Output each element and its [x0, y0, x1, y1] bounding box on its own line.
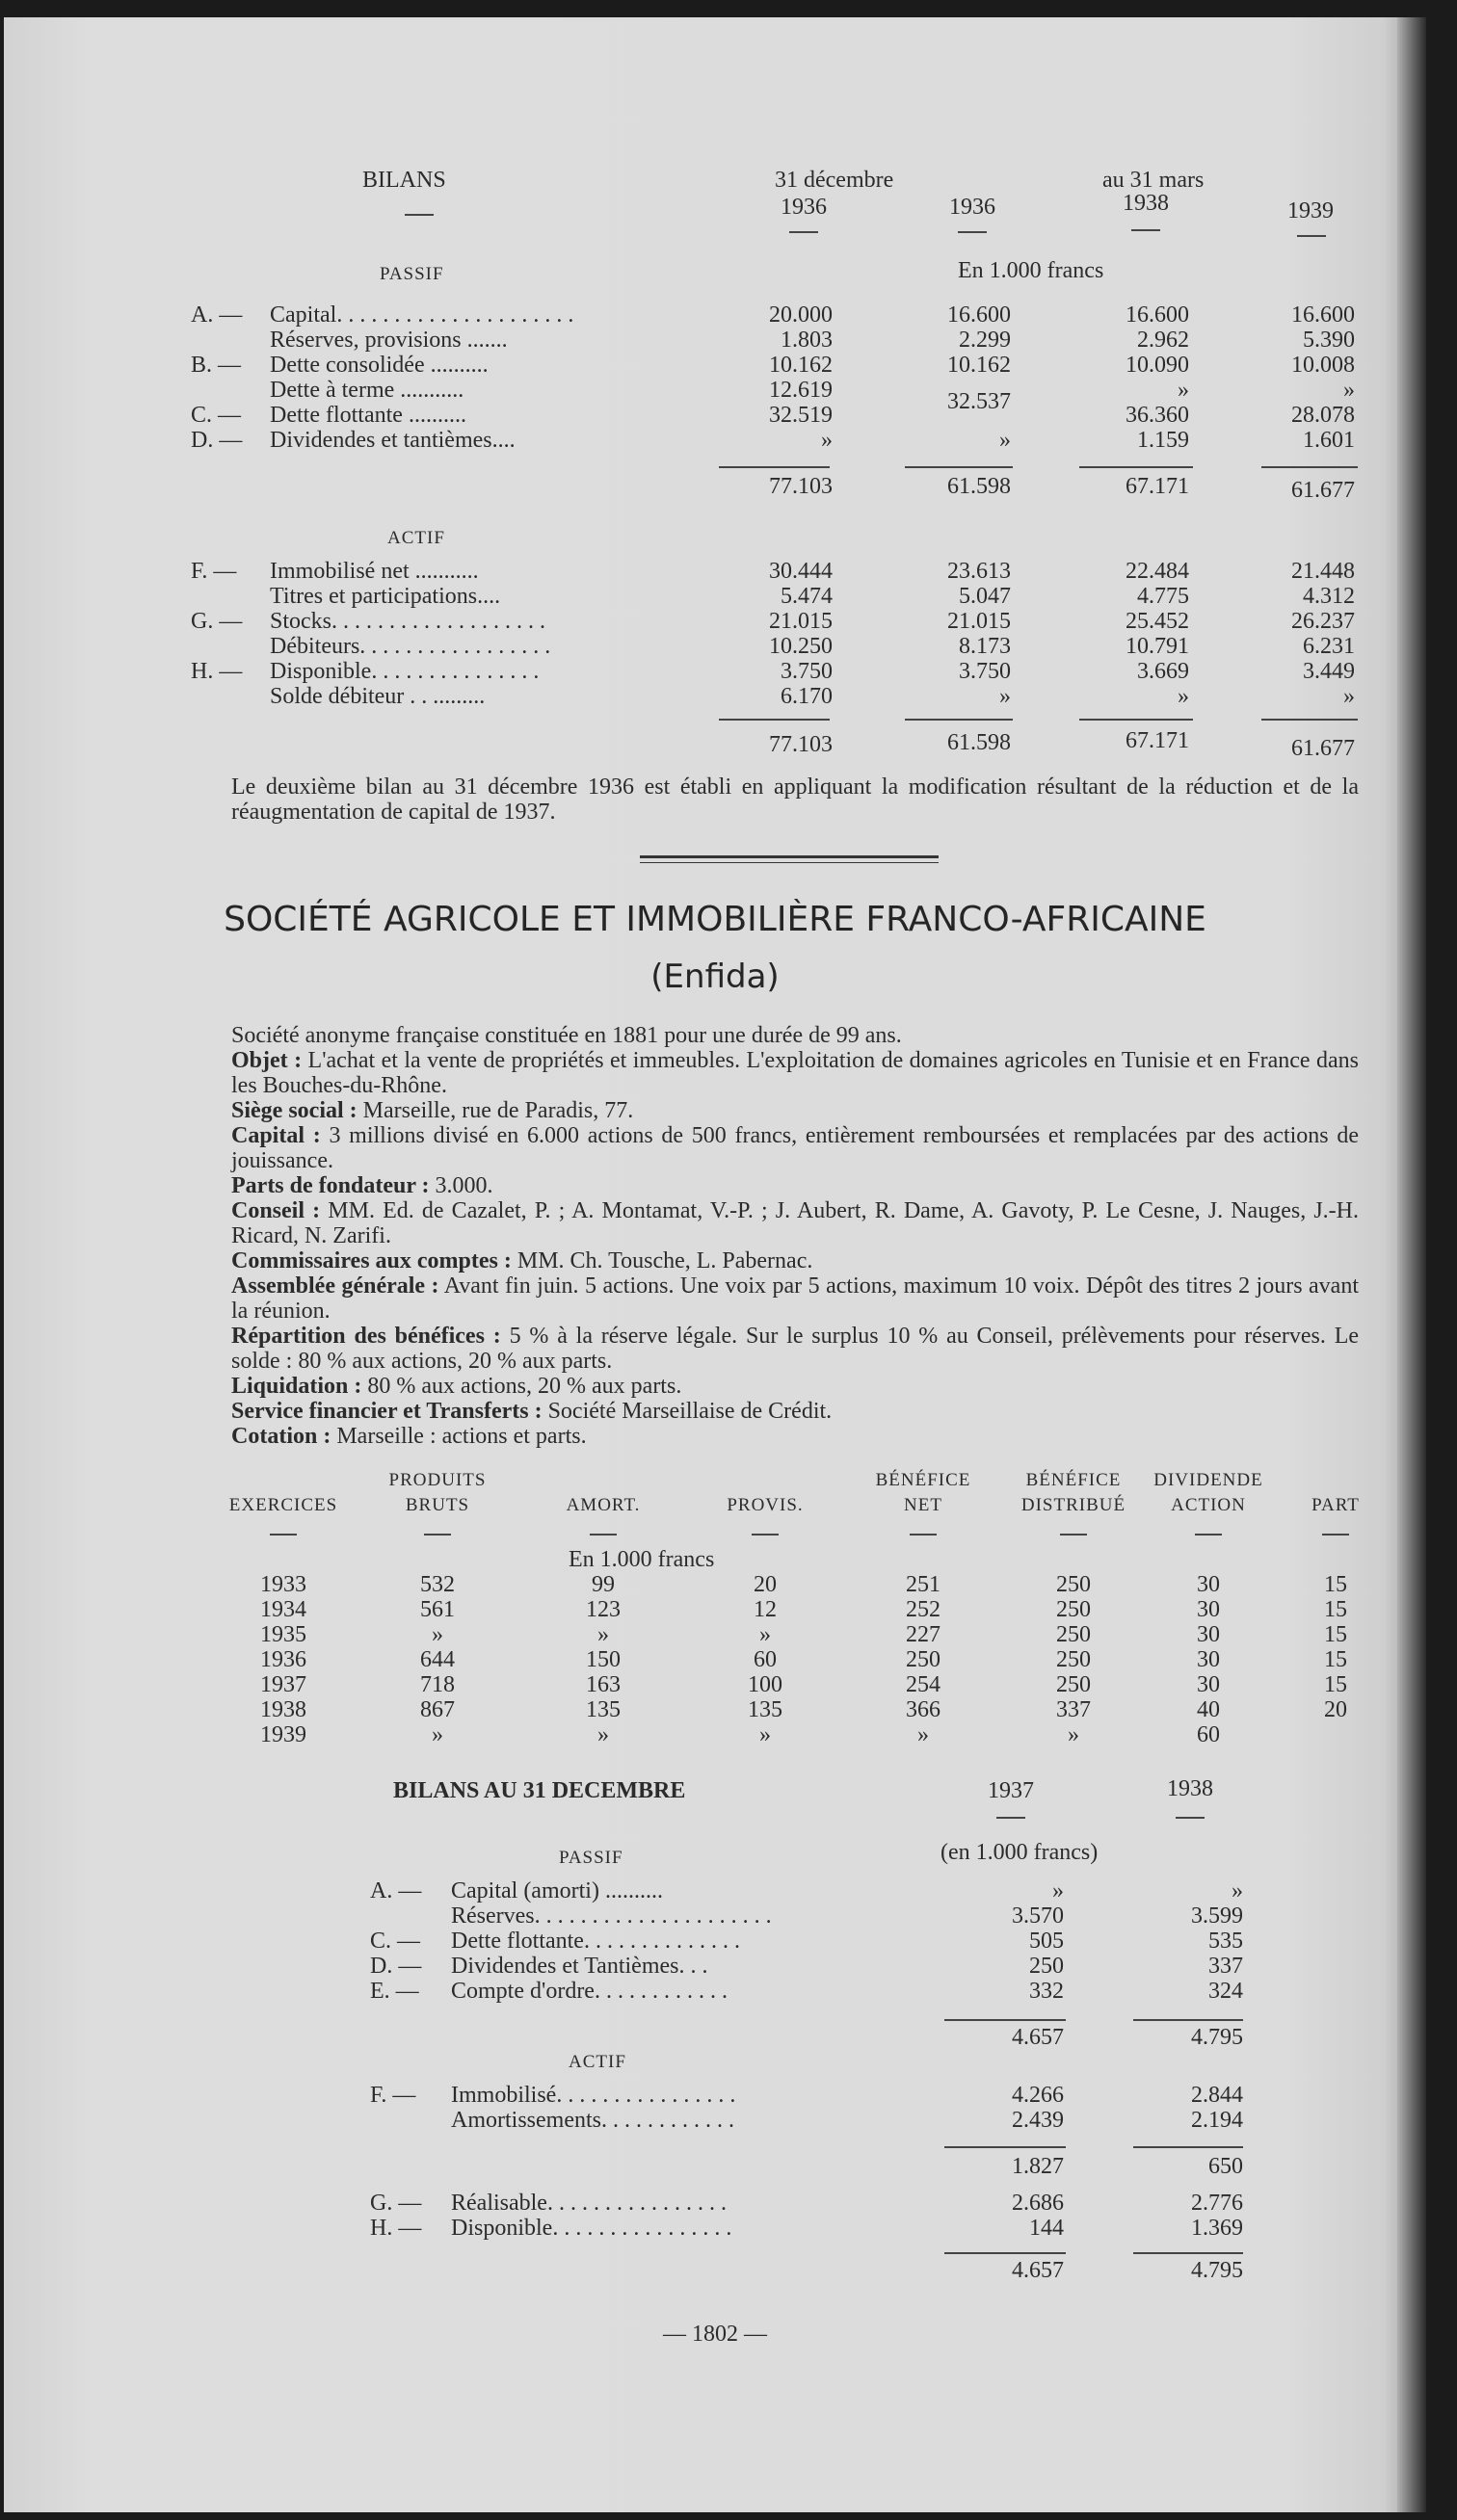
row-label: Dette flottante .......... — [270, 403, 466, 428]
field-text: Avant fin juin. 5 actions. Une voix par 5 actions, maximum 10 voix. Dépôt des titres 2 jours avant la réunion. — [231, 1273, 1359, 1324]
table-cell: 366 — [906, 1697, 940, 1722]
bilans1-note: Le deuxième bilan au 31 décembre 1936 est établi en appliquant la modification résultant de la réduction et de la réaugmentation de capital de 1937. — [231, 774, 1359, 825]
field-label: Siège social : — [231, 1098, 358, 1123]
company-field — [231, 1424, 1359, 1449]
row-value: 2.962 — [1137, 328, 1189, 353]
company-field — [231, 1123, 1359, 1173]
row-value: 8.173 — [959, 634, 1011, 659]
row-value: 5.474 — [781, 584, 833, 609]
row-label: Dette à terme ........... — [270, 378, 464, 403]
row-value: 10.008 — [1291, 353, 1355, 378]
row-label: Compte d'ordre. . . . . . . . . . . . — [451, 1979, 728, 2004]
dash — [789, 231, 818, 233]
row-label: Stocks. . . . . . . . . . . . . . . . . . . — [270, 609, 546, 634]
table-cell: 150 — [586, 1647, 621, 1672]
total-passif: 4.795 — [1191, 2025, 1243, 2050]
field-label: Service financier et Transferts : — [231, 1399, 543, 1424]
unit-label-3: (en 1.000 francs) — [940, 1840, 1099, 1865]
row-value: 2.686 — [1012, 2191, 1064, 2216]
year-cell: 1935 — [260, 1622, 306, 1647]
row-value: 2.299 — [959, 328, 1011, 353]
row-label: Disponible. . . . . . . . . . . . . . . . — [451, 2216, 732, 2241]
table-cell: 644 — [420, 1647, 455, 1672]
dash — [405, 214, 434, 216]
row-value: 5.047 — [959, 584, 1011, 609]
row-code: A. — — [370, 1878, 422, 1903]
field-label: Liquidation : — [231, 1374, 362, 1399]
row-value: 16.600 — [1291, 302, 1355, 328]
row-label: Disponible. . . . . . . . . . . . . . . — [270, 659, 540, 684]
table-cell: 135 — [586, 1697, 621, 1722]
row-label: Immobilisé. . . . . . . . . . . . . . . . — [451, 2083, 736, 2108]
row-code: G. — — [191, 609, 243, 634]
table-cell: 30 — [1197, 1622, 1220, 1647]
field-text: Société Marseillaise de Crédit. — [542, 1399, 833, 1424]
row-label: Débiteurs. . . . . . . . . . . . . . . . . — [270, 634, 551, 659]
table-cell: 15 — [1324, 1647, 1347, 1672]
row-value: 144 — [1029, 2216, 1064, 2241]
row-value: 3.750 — [781, 659, 833, 684]
row-code: A. — — [191, 302, 243, 328]
table-cell: 250 — [1056, 1597, 1091, 1622]
row-value: » — [1343, 684, 1355, 709]
field-text: 80 % aux actions, 20 % aux parts. — [361, 1374, 682, 1399]
col-header-group-dec: 31 décembre — [775, 168, 894, 193]
row-value: 36.360 — [1126, 403, 1189, 428]
company-title: SOCIÉTÉ AGRICOLE ET IMMOBILIÈRE FRANCO-AFRICAINE — [224, 900, 1206, 939]
total-actif: 4.657 — [1012, 2258, 1064, 2283]
total-actif: 4.795 — [1191, 2258, 1243, 2283]
row-value: 1.159 — [1137, 428, 1189, 453]
table-cell: 20 — [1324, 1697, 1347, 1722]
table-cell: 250 — [1056, 1572, 1091, 1597]
field-text: Marseille : actions et parts. — [331, 1424, 587, 1449]
dash — [752, 1534, 779, 1536]
dash — [996, 1817, 1025, 1819]
field-text: Marseille, rue de Paradis, 77. — [357, 1098, 634, 1123]
dash — [424, 1534, 451, 1536]
row-value: 332 — [1029, 1979, 1064, 2004]
total-rule — [719, 719, 830, 721]
table-cell: 30 — [1197, 1672, 1220, 1697]
row-value: 1.601 — [1303, 428, 1355, 453]
total-rule — [944, 2252, 1066, 2254]
table-cell: 135 — [748, 1697, 782, 1722]
field-text: 3.000. — [429, 1173, 493, 1198]
row-value: 20.000 — [769, 302, 833, 328]
field-text: 5 % à la réserve légale. Sur le surplus 10 % au Conseil, prélèvements pour réserves. Le solde : 80 % aux actions, 20 % aux parts. — [231, 1324, 1360, 1374]
total-passif: 61.598 — [947, 474, 1011, 499]
row-value-merged: 32.537 — [947, 389, 1011, 414]
row-label: Réalisable. . . . . . . . . . . . . . . . — [451, 2191, 727, 2216]
row-value: 535 — [1208, 1929, 1243, 1954]
row-value: 23.613 — [947, 559, 1011, 584]
table-cell: 30 — [1197, 1597, 1220, 1622]
row-value: » — [821, 428, 833, 453]
col-header-top: BÉNÉFICE — [1025, 1470, 1122, 1490]
net-immobilise: 650 — [1208, 2154, 1243, 2179]
table-cell: 12 — [754, 1597, 777, 1622]
row-code: F. — — [191, 559, 237, 584]
col-header: NET — [904, 1495, 942, 1515]
row-value: 2.194 — [1191, 2108, 1243, 2133]
total-rule — [1079, 719, 1193, 721]
table-cell: 15 — [1324, 1672, 1347, 1697]
row-label: Dividendes et tantièmes.... — [270, 428, 516, 453]
row-value: 250 — [1029, 1954, 1064, 1979]
dash — [1297, 235, 1326, 237]
table-cell: » — [432, 1722, 443, 1747]
row-label: Dette flottante. . . . . . . . . . . . . . — [451, 1929, 740, 1954]
row-value: 3.599 — [1191, 1903, 1243, 1929]
row-value: 21.015 — [947, 609, 1011, 634]
table-cell: 100 — [748, 1672, 782, 1697]
dash — [958, 231, 987, 233]
row-value: 32.519 — [769, 403, 833, 428]
table-cell: 867 — [420, 1697, 455, 1722]
field-label: Assemblée générale : — [231, 1273, 439, 1299]
row-value: 26.237 — [1291, 609, 1355, 634]
total-passif: 61.677 — [1291, 478, 1355, 503]
year-cell: 1938 — [260, 1697, 306, 1722]
row-value: 12.619 — [769, 378, 833, 403]
row-label: Dette consolidée .......... — [270, 353, 489, 378]
table-cell: » — [432, 1622, 443, 1647]
row-value: 16.600 — [947, 302, 1011, 328]
passif-label-2: PASSIF — [559, 1848, 623, 1868]
table-cell: 15 — [1324, 1622, 1347, 1647]
table-cell: 60 — [1197, 1722, 1220, 1747]
row-code: C. — — [191, 403, 242, 428]
table-cell: 99 — [592, 1572, 615, 1597]
row-value: 3.570 — [1012, 1903, 1064, 1929]
table-cell: 60 — [754, 1647, 777, 1672]
row-label: Titres et participations.... — [270, 584, 501, 609]
row-value: » — [1178, 378, 1189, 403]
table-cell: » — [759, 1622, 771, 1647]
row-label: Réserves. . . . . . . . . . . . . . . . . . . . . — [451, 1903, 772, 1929]
table-cell: 250 — [1056, 1647, 1091, 1672]
field-text: MM. Ch. Tousche, L. Pabernac. — [511, 1248, 813, 1273]
row-code: C. — — [370, 1929, 421, 1954]
field-label: Commissaires aux comptes : — [231, 1248, 512, 1273]
row-value: 4.266 — [1012, 2083, 1064, 2108]
company-field — [231, 1173, 1359, 1198]
table-cell: » — [759, 1722, 771, 1747]
dash — [590, 1534, 617, 1536]
dash — [1195, 1534, 1222, 1536]
total-rule — [1261, 719, 1358, 721]
page-number: — 1802 — — [663, 2322, 767, 2347]
total-rule — [1261, 466, 1358, 468]
row-value: 1.803 — [781, 328, 833, 353]
row-value: » — [999, 428, 1011, 453]
total-rule — [944, 2019, 1066, 2021]
dash — [270, 1534, 297, 1536]
total-rule — [1133, 2019, 1243, 2021]
table-cell: 250 — [1056, 1622, 1091, 1647]
table-cell: 251 — [906, 1572, 940, 1597]
row-value: 337 — [1208, 1954, 1243, 1979]
field-label: Parts de fondateur : — [231, 1173, 430, 1198]
row-label: Réserves, provisions ....... — [270, 328, 508, 353]
section-divider — [640, 862, 939, 863]
table-cell: 15 — [1324, 1572, 1347, 1597]
table-cell: 337 — [1056, 1697, 1091, 1722]
row-value: 3.669 — [1137, 659, 1189, 684]
company-description — [231, 1023, 1359, 1449]
row-value: 2.844 — [1191, 2083, 1243, 2108]
col-year: 1936 — [949, 195, 995, 220]
col-header: PART — [1311, 1495, 1360, 1515]
row-value: 21.448 — [1291, 559, 1355, 584]
field-label: Objet : — [231, 1048, 303, 1073]
row-value: » — [1232, 1878, 1243, 1903]
field-text: 3 millions divisé en 6.000 actions de 500 francs, entièrement remboursées et remplacées par des actions de jouissance. — [231, 1123, 1360, 1173]
row-value: 4.312 — [1303, 584, 1355, 609]
total-rule — [1133, 2252, 1243, 2254]
row-value: 4.775 — [1137, 584, 1189, 609]
unit-label-2: En 1.000 francs — [569, 1547, 715, 1572]
unit-label-1: En 1.000 francs — [958, 258, 1104, 283]
row-code: D. — — [370, 1954, 422, 1979]
dash — [1322, 1534, 1349, 1536]
total-actif: 61.677 — [1291, 736, 1355, 761]
row-code: D. — — [191, 428, 243, 453]
actif-label-2: ACTIF — [569, 2052, 626, 2072]
total-rule — [944, 2146, 1066, 2148]
year-cell: 1939 — [260, 1722, 306, 1747]
row-value: 505 — [1029, 1929, 1064, 1954]
total-rule — [1133, 2146, 1243, 2148]
col-header: BRUTS — [405, 1495, 470, 1515]
row-code: G. — — [370, 2191, 422, 2216]
year-cell: 1933 — [260, 1572, 306, 1597]
col-header: AMORT. — [566, 1495, 641, 1515]
row-value: 5.390 — [1303, 328, 1355, 353]
year-cell: 1934 — [260, 1597, 306, 1622]
company-field — [231, 1198, 1359, 1248]
dash — [1060, 1534, 1087, 1536]
row-code: E. — — [370, 1979, 419, 2004]
intro-line: Société anonyme française constituée en 1881 pour une durée de 99 ans. — [231, 1023, 902, 1048]
total-passif: 77.103 — [769, 474, 833, 499]
row-label: Capital (amorti) .......... — [451, 1878, 663, 1903]
total-actif: 67.171 — [1126, 728, 1189, 753]
row-value: 1.369 — [1191, 2216, 1243, 2241]
total-actif: 61.598 — [947, 730, 1011, 755]
dash — [1176, 1817, 1205, 1819]
total-rule — [1079, 466, 1193, 468]
dash — [910, 1534, 937, 1536]
actif-label-1: ACTIF — [387, 528, 445, 548]
row-value: 324 — [1208, 1979, 1243, 2004]
company-field — [231, 1273, 1359, 1324]
row-code: B. — — [191, 353, 242, 378]
net-immobilise: 1.827 — [1012, 2154, 1064, 2179]
col-year: 1936 — [781, 195, 827, 220]
bilans2-year: 1938 — [1167, 1776, 1213, 1801]
row-value: 10.791 — [1126, 634, 1189, 659]
total-rule — [905, 719, 1013, 721]
total-rule — [719, 466, 830, 468]
table-cell: 718 — [420, 1672, 455, 1697]
row-value: 22.484 — [1126, 559, 1189, 584]
row-value: 2.439 — [1012, 2108, 1064, 2133]
table-cell: 561 — [420, 1597, 455, 1622]
row-label: Dividendes et Tantièmes. . . — [451, 1954, 708, 1979]
company-subtitle: (Enfida) — [650, 958, 780, 996]
table-cell: 20 — [754, 1572, 777, 1597]
field-text: MM. Ed. de Cazalet, P. ; A. Montamat, V.-P. ; J. Aubert, R. Dame, A. Gavoty, P. Le Cesne, J. Nauges, J.-H. Ricard, N. Zarifi. — [231, 1198, 1359, 1248]
col-header: DISTRIBUÉ — [1020, 1495, 1126, 1515]
row-value: 3.449 — [1303, 659, 1355, 684]
col-year: 1939 — [1287, 198, 1334, 223]
row-value: 30.444 — [769, 559, 833, 584]
company-field — [231, 1374, 1359, 1399]
passif-label-1: PASSIF — [380, 264, 444, 284]
row-value: 25.452 — [1126, 609, 1189, 634]
row-label: Solde débiteur . . ......... — [270, 684, 486, 709]
row-value: 3.750 — [959, 659, 1011, 684]
total-actif: 77.103 — [769, 732, 833, 757]
col-header: EXERCICES — [228, 1495, 338, 1515]
table-cell: 40 — [1197, 1697, 1220, 1722]
company-fields — [231, 1048, 1359, 1449]
field-text: L'achat et la vente de propriétés et immeubles. L'exploitation de domaines agricoles en Tunisie et en France dans les Bouches-du-Rhône. — [231, 1048, 1359, 1098]
table-cell: » — [917, 1722, 929, 1747]
bilans2-title: BILANS AU 31 DECEMBRE — [393, 1778, 686, 1803]
table-cell: 227 — [906, 1622, 940, 1647]
table-cell: 15 — [1324, 1597, 1347, 1622]
row-value: » — [1052, 1878, 1064, 1903]
row-value: » — [1343, 378, 1355, 403]
row-value: 6.170 — [781, 684, 833, 709]
table-cell: 30 — [1197, 1572, 1220, 1597]
row-value: 10.162 — [947, 353, 1011, 378]
row-value: 6.231 — [1303, 634, 1355, 659]
row-value: » — [999, 684, 1011, 709]
company-field — [231, 1324, 1359, 1374]
row-value: 10.090 — [1126, 353, 1189, 378]
table-cell: » — [1068, 1722, 1079, 1747]
table-cell: 252 — [906, 1597, 940, 1622]
row-value: 10.250 — [769, 634, 833, 659]
bilans2-year: 1937 — [988, 1778, 1034, 1803]
table-cell: 123 — [586, 1597, 621, 1622]
table-cell: » — [597, 1722, 609, 1747]
row-label: Amortissements. . . . . . . . . . . . — [451, 2108, 734, 2133]
company-field — [231, 1098, 1359, 1123]
year-cell: 1937 — [260, 1672, 306, 1697]
col-header-top: DIVIDENDE — [1153, 1470, 1263, 1490]
page — [4, 17, 1426, 2512]
field-label: Conseil : — [231, 1198, 321, 1223]
section-divider — [640, 855, 939, 858]
row-code: H. — — [191, 659, 243, 684]
table-cell: 250 — [906, 1647, 940, 1672]
row-value: » — [1178, 684, 1189, 709]
row-code: H. — — [370, 2216, 422, 2241]
row-value: 10.162 — [769, 353, 833, 378]
col-header: ACTION — [1171, 1495, 1246, 1515]
total-passif: 67.171 — [1126, 474, 1189, 499]
row-value: 28.078 — [1291, 403, 1355, 428]
col-header-group-mar: au 31 mars — [1102, 168, 1205, 193]
page-edge-shadow — [1397, 17, 1426, 2512]
row-value: 21.015 — [769, 609, 833, 634]
col-header-top: BÉNÉFICE — [875, 1470, 971, 1490]
col-header: PROVIS. — [727, 1495, 804, 1515]
total-passif: 4.657 — [1012, 2025, 1064, 2050]
row-label: Capital. . . . . . . . . . . . . . . . . . . . . — [270, 302, 574, 328]
company-field — [231, 1248, 1359, 1273]
table-cell: 30 — [1197, 1647, 1220, 1672]
table-cell: 254 — [906, 1672, 940, 1697]
company-field — [231, 1048, 1359, 1098]
row-value: 16.600 — [1126, 302, 1189, 328]
table-cell: » — [597, 1622, 609, 1647]
row-value: 2.776 — [1191, 2191, 1243, 2216]
bilans-title-1: BILANS — [362, 168, 446, 193]
dash — [1131, 229, 1160, 231]
company-field — [231, 1399, 1359, 1424]
col-header-top: PRODUITS — [388, 1470, 487, 1490]
field-label: Cotation : — [231, 1424, 331, 1449]
table-cell: 163 — [586, 1672, 621, 1697]
total-rule — [905, 466, 1013, 468]
table-cell: 532 — [420, 1572, 455, 1597]
year-cell: 1936 — [260, 1647, 306, 1672]
table-cell: 250 — [1056, 1672, 1091, 1697]
row-code: F. — — [370, 2083, 416, 2108]
field-label: Capital : — [231, 1123, 321, 1148]
col-year: 1938 — [1123, 191, 1169, 216]
row-label: Immobilisé net ........... — [270, 559, 479, 584]
field-label: Répartition des bénéfices : — [231, 1324, 501, 1349]
